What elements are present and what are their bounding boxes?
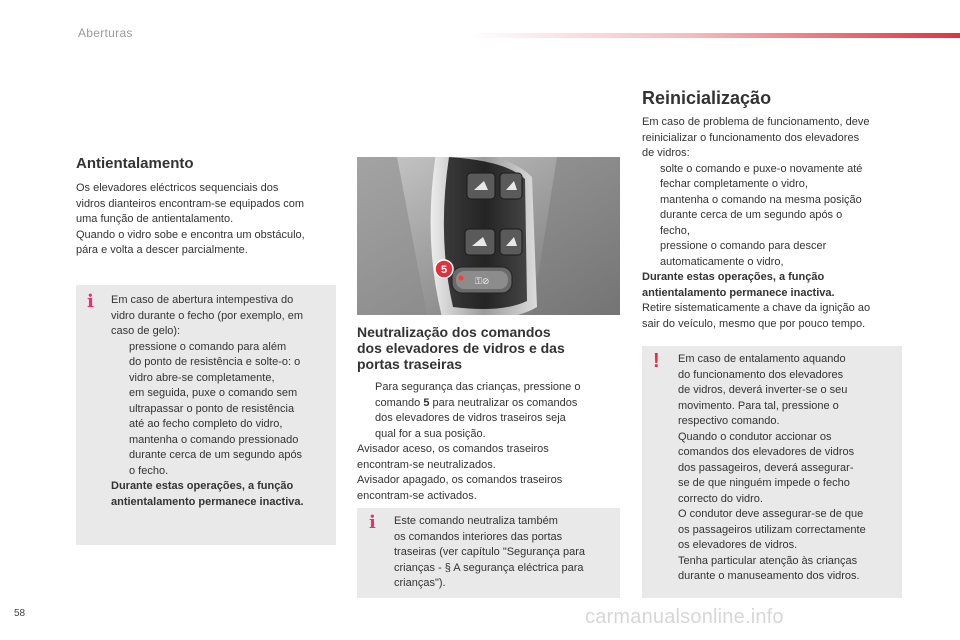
svg-text:⚿⊘: ⚿⊘ — [475, 277, 490, 287]
callout-5: 5 — [440, 264, 448, 276]
page-number: 58 — [14, 608, 26, 619]
header-accent-bar — [470, 33, 960, 38]
info-box-neutralizacao: i Este comando neutraliza também os comandos interiores das portas traseiras (ver capítulo "Segurança para crianças - § A segurança eléctrica para crianças"). — [357, 508, 620, 598]
reinicializacao-body: Em caso de problema de funcionamento, deve reinicializar o funcionamento dos elevadores de vidros: solte o comando e puxe-o novamente até fechar completamente o vidro, mantenha o comando na mesma posição durante cerca de um segundo após o fecho, pressione o comando para descer automaticamente o vidro, Durante estas operações, a função antientalamento permanece inactiva. Retire sistematicamente a chave da ignição ao sair do veículo, mesmo que por pouco tempo. — [642, 115, 912, 332]
list-item: mantenha o comando pressionado durante cerca de um segundo após o fecho. — [129, 433, 303, 477]
reinicializacao-heading: Reinicialização — [642, 88, 772, 108]
neutralizacao-body: Para segurança das crianças, pressione o comando 5 para neutralizar os comandos dos elevadores de vidros traseiros seja qual for a sua posição. Avisador aceso, os comandos traseiros encontram-se neutralizados. Avisador apagado, os comandos traseiros encontram-se activados. — [357, 380, 622, 504]
list-item: Para segurança das crianças, pressione o comando 5 para neutralizar os comandos dos elevadores de vidros traseiros seja qual for a sua posição. — [375, 381, 581, 440]
antientalamento-heading: Antientalamento — [76, 155, 194, 172]
neutralizacao-heading: Neutralização dos comandos dos elevadores de vidros e das portas traseiras — [357, 324, 565, 372]
list-item: pressione o comando para além do ponto de resistência e solte-o: o vidro abre-se completamente, — [129, 340, 301, 384]
warning-box: ! Em caso de entalamento aquando do funcionamento dos elevadores de vidros, deverá inverter-se o seu movimento. Para tal, pressione o respectivo comando. Quando o condutor accionar os comandos dos elevadores de vidros dos passageiros, deverá assegurar- se de que ninguém impede o fecho correcto do vidro. O condutor deve assegurar-se de que os passageiros utilizam correctamente os elevadores de vidros. Tenha particular atenção às crianças durante o manuseamento dos vidros. — [642, 346, 902, 598]
list-item: em seguida, puxe o comando sem ultrapassar o ponto de resistência até ao fecho completo do vidro, — [129, 387, 298, 430]
watermark: carmanualsonline.info — [585, 606, 784, 628]
info-box-antientalamento: i Em caso de abertura intempestiva do vidro durante o fecho (por exemplo, em caso de gelo): pressione o comando para além do ponto de resistência e solte-o: o vidro abre-se completamente, em seguida, puxe o comando sem ultrapassar o ponto de resistência até ao fecho completo do vidro, mantenha o comando pressionado durante cerca de um segundo após o fecho. Durante estas operações, a função antientalamento permanece inactiva. — [76, 285, 336, 545]
list-item: pressione o comando para descer automaticamente o vidro, — [660, 240, 827, 268]
list-item: mantenha o comando na mesma posição durante cerca de um segundo após o fecho, — [660, 193, 862, 237]
window-switch-photo — [357, 157, 620, 315]
list-item: solte o comando e puxe-o novamente até fechar completamente o vidro, — [660, 162, 863, 190]
info-icon: i — [369, 512, 376, 533]
warning-icon: ! — [653, 350, 660, 372]
section-title: Aberturas — [78, 26, 133, 40]
antientalamento-body: Os elevadores eléctricos sequenciais dos vidros dianteiros encontram-se equipados com uma função de antientalamento. Quando o vidro sobe e encontra um obstáculo, pára e volta a descer parcialmente. — [76, 182, 305, 256]
info-icon: i — [87, 291, 94, 312]
